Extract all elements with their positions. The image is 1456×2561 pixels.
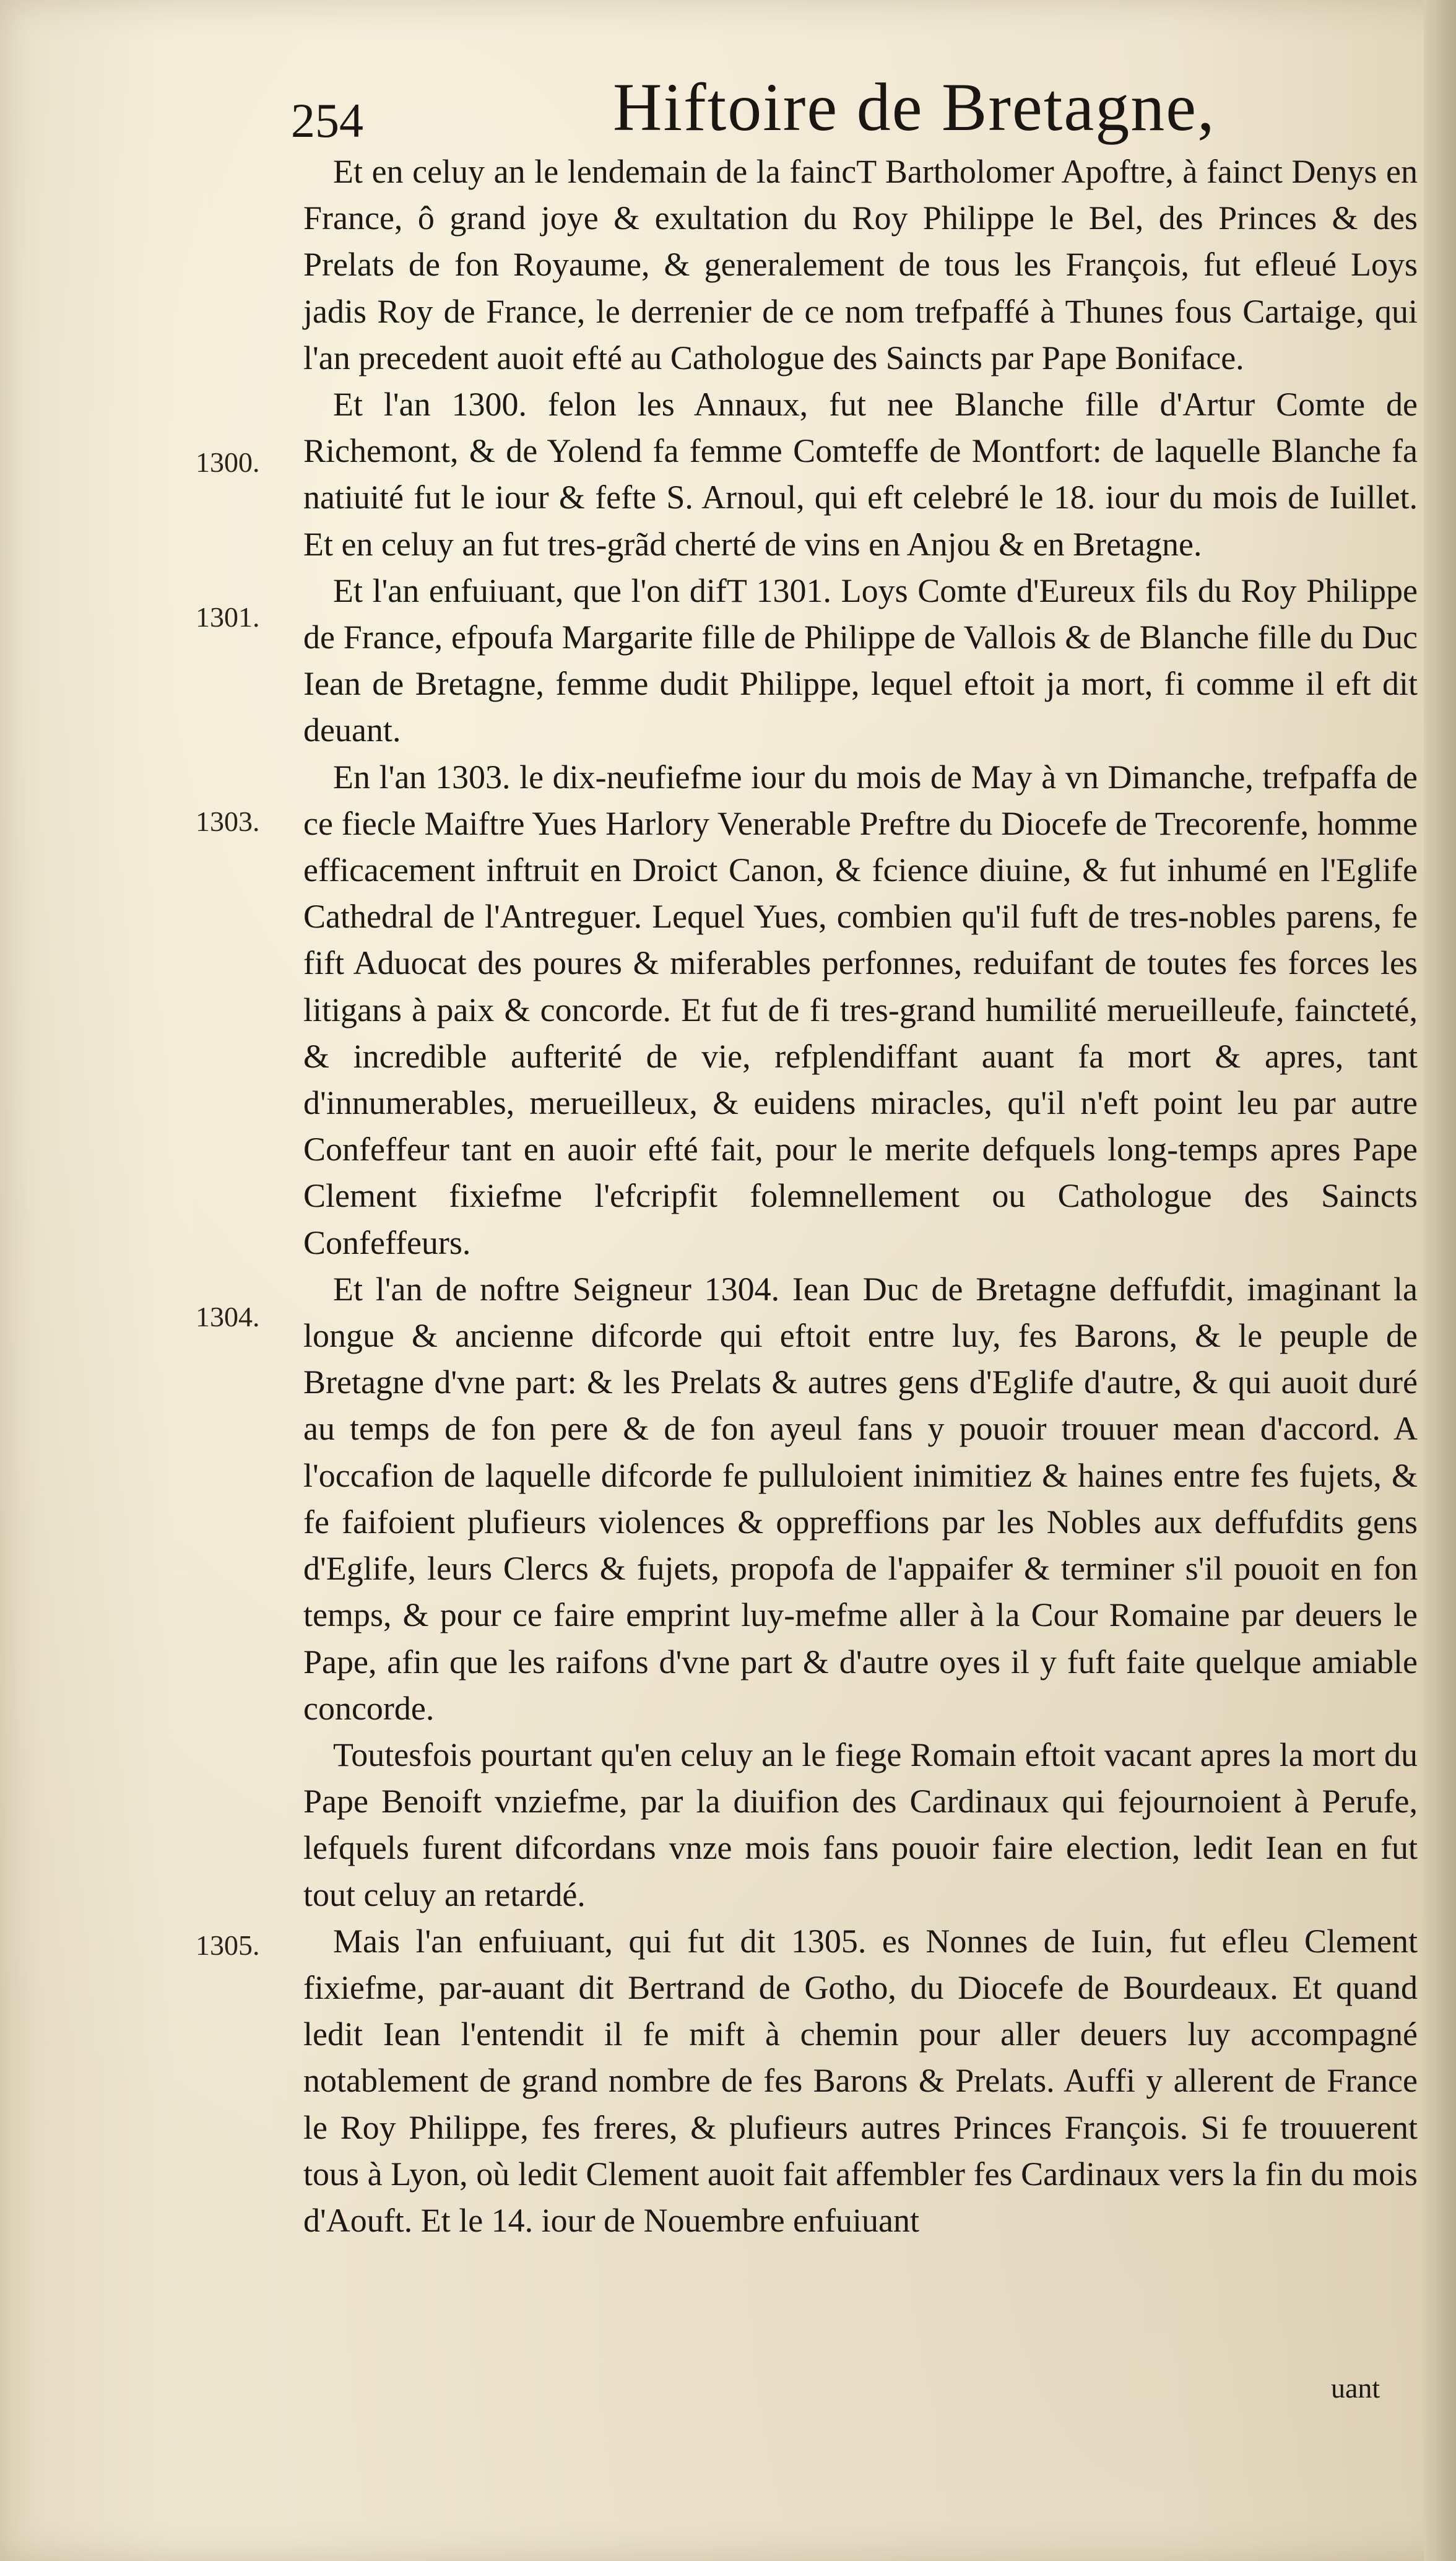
paragraph-1305: Mais l'an enfuiuant, qui fut dit 1305. es Nonnes de Iuin, fut efleu Clement fixiefme, par-auant dit Bertrand de Gotho, du Diocefe de Bourdeaux. Et quand ledit Iean l'entendit il fe mift à chemin pour aller deuers luy accompagné notablement de grand nombre de fes Barons & Prelats. Auffi y allerent de France le Roy Philippe, fes freres, & plufieurs autres Princes François. Si fe trouuerent tous à Lyon, où ledit Clement auoit fait affembler fes Cardinaux vers la fin du mois d'Aouft. Et le 14. iour de Nouembre enfuiuant [303, 1922, 1418, 2239]
paragraph-1301: Et l'an enfuiuant, que l'on difT 1301. Loys Comte d'Eureux fils du Roy Philippe de France, efpoufa Margarite fille de Philippe de Vallois & de Blanche fille du Duc Iean de Bretagne, femme dudit Philippe, lequel eftoit ja mort, fi comme il eft dit deuant. [303, 572, 1418, 749]
page-gutter [1424, 0, 1456, 2561]
paragraph-1304: Et l'an de noftre Seigneur 1304. Iean Duc de Bretagne deffufdit, imaginant la longue & ancienne difcorde qui eftoit entre luy, fes Barons, & le peuple de Bretagne d'vne part: & les Prelats & autres gens d'Eglife d'autre, & qui auoit duré au temps de fon pere & de fon ayeul fans y pouoir trouuer mean d'accord. A l'occafion de laquelle difcorde fe pulluloient inimitiez & haines entre fes fujets, & fe faifoient plufieurs violences & oppreffions par les Nobles aux deffufdits gens d'Eglife, leurs Clercs & fujets, propofa de l'appaifer & terminer s'il pouoit en fon temps, & pour ce faire emprint luy-mefme aller à la Cour Romaine par deuers le Pape, afin que les raifons d'vne part & d'autre oyes il y fuft faite quelque amiable concorde. [303, 1270, 1418, 1727]
running-title: Hiftoire de Bretagne, [613, 69, 1216, 145]
margin-year-1305: 1305. [196, 1929, 260, 1961]
margin-year-1300: 1300. [196, 446, 260, 478]
page-number: 254 [291, 93, 363, 147]
catchword: uant [1331, 2372, 1380, 2404]
paragraph-vacancy: Toutesfois pourtant qu'en celuy an le fiege Romain eftoit vacant apres la mort du Pape Benoift vnziefme, par la diuifion des Cardinaux qui fejournoient à Perufe, lefquels furent difcordans vnze mois fans pouoir faire election, ledit Iean en fut tout celuy an retardé. [303, 1736, 1418, 1913]
margin-year-1304: 1304. [196, 1301, 260, 1333]
paragraph-bartholomew: Et en celuy an le lendemain de la faincT Bartholomer Apoftre, à fainct Denys en France, ô grand joye & exultation du Roy Philippe le Bel, des Princes & des Prelats de fon Royaume, & generalement de tous les François, fut efleué Loys jadis Roy de France, le derrenier de ce nom trefpaffé à Thunes fous Cartaige, qui l'an precedent auoit efté au Cathologue des Saincts par Pape Boniface. [303, 153, 1418, 376]
paragraph-1303: En l'an 1303. le dix-neufiefme iour du mois de May à vn Dimanche, trefpaffa de ce fiecle Maiftre Yues Harlory Venerable Preftre du Diocefe de Trecorenfe, homme efficacement inftruit en Droict Canon, & fcience diuine, & fut inhumé en l'Eglife Cathedral de l'Antreguer. Lequel Yues, combien qu'il fuft de tres-nobles parens, fe fift Aduocat des poures & miferables perfonnes, reduifant de toutes fes forces les litigans à paix & concorde. Et fut de fi tres-grand humilité merueilleufe, faincteté, & incredible aufterité de vie, refplendiffant auant fa mort & apres, tant d'innumerables, merueilleux, & euidens miracles, qu'il n'eft point leu par autre Confeffeur tant en auoir efté fait, pour le merite defquels long-temps apres Pape Clement fixiefme l'efcripfit folemnellement ou Cathologue des Saincts Confeffeurs. [303, 758, 1418, 1261]
margin-year-1303: 1303. [196, 806, 260, 837]
paragraph-1300: Et l'an 1300. felon les Annaux, fut nee Blanche fille d'Artur Comte de Richemont, & de Yolend fa femme Comteffe de Montfort: de laquelle Blanche fa natiuité fut le iour & fefte S. Arnoul, qui eft celebré le 18. iour du mois de Iuillet. Et en celuy an fut tres-grãd cherté de vins en Anjou & en Bretagne. [303, 386, 1418, 563]
body-text [303, 149, 1418, 2244]
margin-year-1301: 1301. [196, 601, 260, 633]
running-head [291, 68, 1281, 161]
